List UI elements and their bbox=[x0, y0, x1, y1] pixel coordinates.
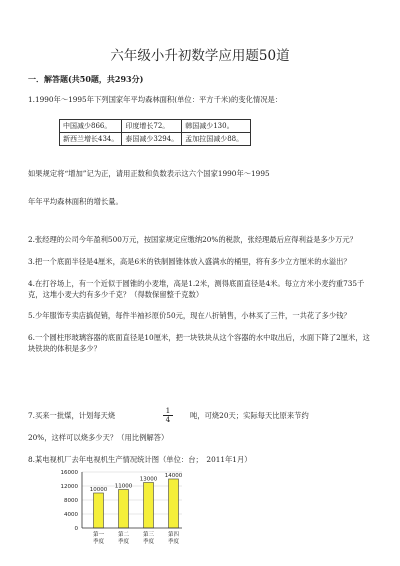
bar-value-label: 14000 bbox=[164, 473, 183, 479]
y-tick-label: 16000 bbox=[60, 470, 78, 476]
x-tick-label: 季度 bbox=[167, 539, 180, 545]
question-7-line2: 20%，这样可以烧多少天？（用比例解答） bbox=[28, 433, 169, 442]
question-5: 5.少年服饰专卖店搞促销，每件半袖衫原价50元，现在八折销售，小林买了三件，一共花了多少钱？ bbox=[28, 311, 351, 320]
forest-change-table bbox=[59, 119, 251, 146]
table-cell: 孟加拉国减少88。 bbox=[182, 133, 251, 146]
question-8: 8.某电视机厂去年电视机生产情况统计图（单位：台； 2011年1月） bbox=[28, 455, 252, 464]
x-tick-label: 季度 bbox=[92, 539, 105, 545]
question-1-prompt-line2: 年年平均森林面积的增长量。 bbox=[28, 197, 123, 206]
question-3: 3.把一个底面半径是4厘米，高是6米的铁制圆锥体放入盛满水的桶里，将有多少立方厘米的水溢出？ bbox=[28, 257, 351, 266]
bar bbox=[119, 490, 129, 529]
question-4: 4.在打谷场上，有一个近似于圆锥的小麦堆，高是1.2米，测得底面直径是4米。每立方米小麦约重735千克，这堆小麦大约有多少千克？（得数保留整千克数） bbox=[28, 279, 365, 299]
table-row bbox=[60, 120, 251, 133]
table-cell: 印度增长72。 bbox=[122, 120, 182, 133]
fraction-numerator: 1 bbox=[163, 407, 173, 416]
table-cell: 新西兰增长434。 bbox=[60, 133, 122, 146]
tv-production-bar-chart bbox=[50, 470, 190, 550]
page-title: 六年级小升初数学应用题50道 bbox=[110, 48, 290, 64]
bar bbox=[94, 493, 104, 528]
section-header: 一．解答题(共50题，共293分) bbox=[28, 74, 144, 84]
fraction-denominator: 4 bbox=[165, 415, 171, 424]
bar bbox=[169, 479, 179, 528]
table-row bbox=[60, 133, 251, 146]
y-tick-label: 8000 bbox=[64, 498, 78, 504]
x-tick-label: 季度 bbox=[142, 539, 155, 545]
x-tick-label: 第三 bbox=[142, 532, 155, 538]
question-1-text: 1.1990年～1995年下列国家年平均森林面积(单位：平方千米)的变化情况是： bbox=[28, 95, 283, 104]
y-tick-label: 4000 bbox=[64, 512, 78, 518]
question-6: 6.一个圆柱形玻璃容器的底面直径是10厘米，把一块铁块从这个容器的水中取出后，水面下降了2厘米，这块铁块的体积是多少？ bbox=[28, 333, 370, 353]
x-tick-label: 第一 bbox=[92, 532, 105, 538]
y-tick-label: 12000 bbox=[60, 484, 78, 490]
table-cell: 中国减少866。 bbox=[60, 120, 122, 133]
y-tick-label: 0 bbox=[74, 526, 78, 532]
question-7-part1: 7.买来一批煤，计划每天烧 bbox=[28, 411, 116, 420]
question-7-part2: 吨，可烧20天；实际每天比原来节约 bbox=[190, 411, 309, 420]
x-tick-label: 第二 bbox=[117, 532, 130, 538]
x-tick-label: 季度 bbox=[117, 539, 130, 545]
x-tick-label: 第四 bbox=[167, 532, 180, 538]
bar-value-label: 13000 bbox=[139, 476, 158, 483]
bar-value-label: 11000 bbox=[114, 483, 133, 490]
table-cell: 韩国减少130。 bbox=[182, 120, 251, 133]
bar bbox=[144, 483, 154, 529]
table-cell: 泰国减少3294。 bbox=[122, 133, 182, 146]
fraction-one-quarter bbox=[163, 407, 173, 424]
question-2: 2.张经理的公司今年盈利500万元，按国家规定应缴纳20%的税款，张经理最后应得利益是多少万元？ bbox=[28, 235, 357, 244]
question-1-prompt-line1: 如果规定将“增加”记为正，请用正数和负数表示这六个国家1990年～1995 bbox=[28, 169, 270, 178]
bar-value-label: 10000 bbox=[89, 487, 108, 493]
